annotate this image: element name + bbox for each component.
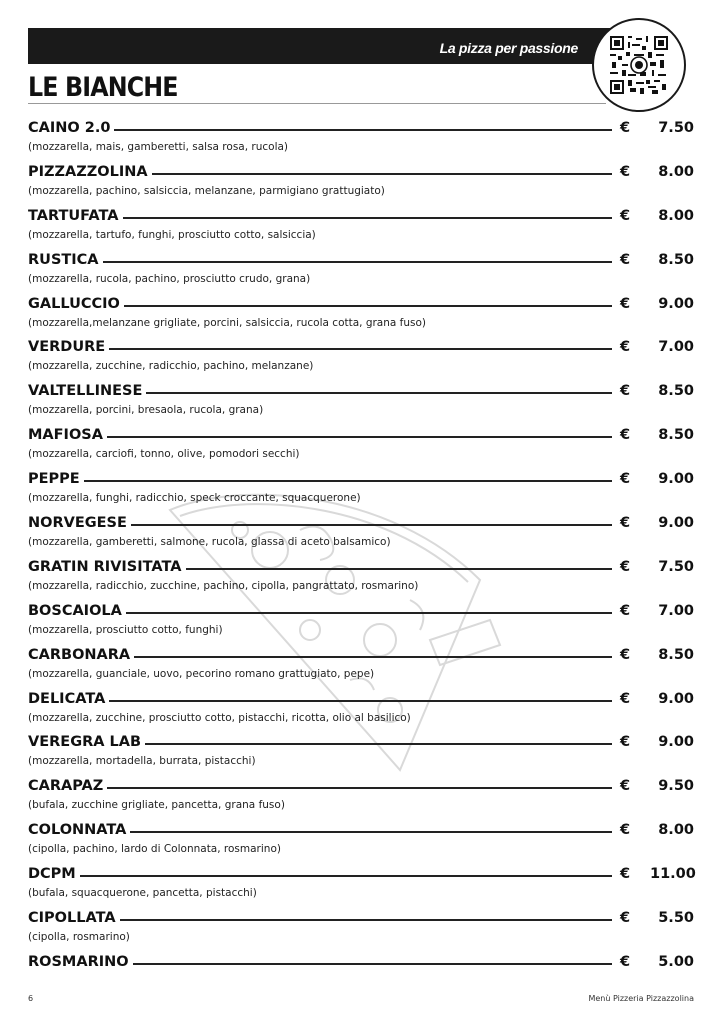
dotted-leader bbox=[186, 568, 613, 570]
menu-item-line bbox=[28, 910, 694, 930]
menu-item bbox=[28, 691, 694, 735]
item-name: ROSMARINO bbox=[28, 953, 129, 970]
item-price: 9.00 bbox=[658, 295, 694, 312]
item-price: 9.00 bbox=[658, 734, 694, 751]
item-price: 8.50 bbox=[658, 427, 694, 444]
item-description: (cipolla, pachino, lardo di Colonnata, rosmarino) bbox=[28, 843, 281, 856]
item-description: (mozzarella,melanzane grigliate, porcini, salsiccia, rucola cotta, grana fuso) bbox=[28, 316, 427, 329]
item-price: 7.50 bbox=[658, 558, 694, 575]
menu-item bbox=[28, 515, 694, 559]
item-description: (cipolla, rosmarino) bbox=[28, 931, 130, 944]
menu-item bbox=[28, 954, 694, 998]
dotted-leader bbox=[131, 524, 612, 526]
item-name: CAINO 2.0 bbox=[28, 120, 111, 136]
item-name: MAFIOSA bbox=[28, 427, 103, 444]
currency-symbol: € bbox=[620, 163, 631, 180]
item-description: (mozzarella, pachino, salsiccia, melanzane, parmigiano grattugiato) bbox=[28, 184, 385, 197]
menu-item-line bbox=[28, 778, 694, 798]
currency-symbol: € bbox=[620, 120, 631, 136]
dotted-leader bbox=[107, 787, 612, 789]
menu-item bbox=[28, 383, 694, 427]
dotted-leader bbox=[126, 612, 612, 614]
menu-item bbox=[28, 866, 694, 910]
menu-item-line bbox=[28, 252, 694, 272]
menu-item bbox=[28, 910, 694, 954]
item-name: DELICATA bbox=[28, 690, 106, 707]
menu-item-line bbox=[28, 866, 694, 886]
dotted-leader bbox=[146, 392, 612, 394]
item-name: PEPPE bbox=[28, 471, 80, 488]
menu-item-line bbox=[28, 691, 694, 711]
page-number: 6 bbox=[28, 994, 34, 1003]
item-price: 7.00 bbox=[658, 339, 694, 356]
currency-symbol: € bbox=[620, 339, 631, 356]
menu-item-line bbox=[28, 822, 694, 842]
menu-item-line bbox=[28, 954, 694, 974]
tagline: La pizza per passione bbox=[439, 40, 578, 56]
currency-symbol: € bbox=[620, 383, 631, 400]
item-price: 8.00 bbox=[658, 163, 694, 180]
item-price: 11.00 bbox=[650, 866, 696, 883]
item-name: CIPOLLATA bbox=[28, 910, 116, 927]
header-bar bbox=[28, 28, 612, 64]
currency-symbol: € bbox=[620, 734, 631, 751]
menu-list bbox=[28, 120, 694, 998]
item-price: 9.00 bbox=[658, 471, 694, 488]
item-name: NORVEGESE bbox=[28, 515, 127, 532]
dotted-leader bbox=[123, 217, 613, 219]
currency-symbol: € bbox=[620, 251, 631, 268]
dotted-leader bbox=[120, 919, 612, 921]
menu-item bbox=[28, 559, 694, 603]
item-price: 8.00 bbox=[658, 207, 694, 224]
menu-item-line bbox=[28, 471, 694, 491]
qr-code-icon[interactable] bbox=[610, 36, 668, 94]
item-description: (mozzarella, tartufo, funghi, prosciutto cotto, salsiccia) bbox=[28, 228, 316, 241]
currency-symbol: € bbox=[620, 646, 631, 663]
item-description: (bufala, squacquerone, pancetta, pistacchi) bbox=[28, 887, 257, 900]
item-name: GALLUCCIO bbox=[28, 295, 120, 312]
menu-item-line bbox=[28, 339, 694, 359]
menu-item bbox=[28, 339, 694, 383]
item-price: 9.00 bbox=[658, 690, 694, 707]
qr-badge bbox=[592, 18, 686, 112]
currency-symbol: € bbox=[620, 910, 631, 927]
menu-item-line bbox=[28, 296, 694, 316]
menu-item-line bbox=[28, 647, 694, 667]
menu-item-line bbox=[28, 515, 694, 535]
item-price: 9.50 bbox=[658, 778, 694, 795]
item-price: 5.50 bbox=[658, 910, 694, 927]
menu-item bbox=[28, 120, 694, 164]
currency-symbol: € bbox=[620, 602, 631, 619]
menu-item-line bbox=[28, 559, 694, 579]
item-name: PIZZAZZOLINA bbox=[28, 163, 148, 180]
currency-symbol: € bbox=[620, 295, 631, 312]
item-price: 7.00 bbox=[658, 602, 694, 619]
item-name: RUSTICA bbox=[28, 251, 99, 268]
item-description: (mozzarella, mais, gamberetti, salsa rosa, rucola) bbox=[28, 141, 289, 153]
item-description: (mozzarella, prosciutto cotto, funghi) bbox=[28, 623, 223, 636]
item-price: 8.50 bbox=[658, 646, 694, 663]
item-description: (mozzarella, guanciale, uovo, pecorino romano grattugiato, pepe) bbox=[28, 667, 375, 680]
item-name: CARAPAZ bbox=[28, 778, 104, 795]
item-name: GRATIN RIVISITATA bbox=[28, 558, 182, 575]
item-name: COLONNATA bbox=[28, 822, 127, 839]
menu-item bbox=[28, 471, 694, 515]
item-name: VERDURE bbox=[28, 339, 106, 356]
dotted-leader bbox=[145, 743, 612, 745]
item-name: VEREGRA LAB bbox=[28, 734, 142, 751]
item-description: (mozzarella, mortadella, burrata, pistacchi) bbox=[28, 755, 256, 768]
dotted-leader bbox=[133, 963, 612, 965]
menu-item bbox=[28, 427, 694, 471]
menu-item-line bbox=[28, 208, 694, 228]
dotted-leader bbox=[152, 173, 612, 175]
section-title: LE BIANCHE bbox=[28, 72, 178, 103]
dotted-leader bbox=[134, 656, 612, 658]
dotted-leader bbox=[109, 700, 612, 702]
currency-symbol: € bbox=[620, 427, 631, 444]
menu-item bbox=[28, 778, 694, 822]
currency-symbol: € bbox=[620, 778, 631, 795]
menu-item-line bbox=[28, 734, 694, 754]
item-price: 8.50 bbox=[658, 383, 694, 400]
menu-item-line bbox=[28, 120, 694, 140]
currency-symbol: € bbox=[620, 690, 631, 707]
menu-item bbox=[28, 296, 694, 340]
item-description: (bufala, zucchine grigliate, pancetta, grana fuso) bbox=[28, 799, 285, 812]
currency-symbol: € bbox=[620, 558, 631, 575]
item-price: 5.00 bbox=[658, 953, 694, 970]
item-price: 9.00 bbox=[658, 515, 694, 532]
currency-symbol: € bbox=[620, 207, 631, 224]
item-description: (mozzarella, carciofi, tonno, olive, pomodori secchi) bbox=[28, 448, 300, 461]
item-name: BOSCAIOLA bbox=[28, 602, 122, 619]
dotted-leader bbox=[103, 261, 612, 263]
item-description: (mozzarella, rucola, pachino, prosciutto crudo, grana) bbox=[28, 272, 311, 285]
item-price: 8.50 bbox=[658, 251, 694, 268]
menu-item bbox=[28, 734, 694, 778]
item-description: (mozzarella, zucchine, prosciutto cotto, pistacchi, ricotta, olio al basilico) bbox=[28, 711, 411, 724]
menu-item-line bbox=[28, 427, 694, 447]
menu-item bbox=[28, 822, 694, 866]
menu-item-line bbox=[28, 164, 694, 184]
currency-symbol: € bbox=[620, 471, 631, 488]
item-price: 7.50 bbox=[658, 120, 694, 136]
menu-item-line bbox=[28, 383, 694, 403]
menu-item-line bbox=[28, 603, 694, 623]
currency-symbol: € bbox=[620, 953, 631, 970]
item-name: DCPM bbox=[28, 866, 76, 883]
item-description: (mozzarella, radicchio, zucchine, pachino, cipolla, pangrattato, rosmarino) bbox=[28, 579, 419, 592]
footer-label: Menù Pizzeria Pizzazzolina bbox=[588, 994, 694, 1003]
item-description: (mozzarella, funghi, radicchio, speck croccante, squacquerone) bbox=[28, 492, 361, 505]
menu-item bbox=[28, 603, 694, 647]
dotted-leader bbox=[84, 480, 612, 482]
menu-item bbox=[28, 164, 694, 208]
dotted-leader bbox=[114, 129, 612, 131]
dotted-leader bbox=[80, 875, 612, 877]
dotted-leader bbox=[130, 831, 612, 833]
dotted-leader bbox=[107, 436, 612, 438]
dotted-leader bbox=[124, 305, 612, 307]
item-description: (mozzarella, porcini, bresaola, rucola, grana) bbox=[28, 404, 264, 417]
currency-symbol: € bbox=[620, 515, 631, 532]
dotted-leader bbox=[109, 348, 612, 350]
currency-symbol: € bbox=[620, 866, 631, 883]
menu-item bbox=[28, 252, 694, 296]
item-name: VALTELLINESE bbox=[28, 383, 143, 400]
item-name: TARTUFATA bbox=[28, 207, 119, 224]
currency-symbol: € bbox=[620, 822, 631, 839]
item-description: (mozzarella, zucchine, radicchio, pachino, melanzane) bbox=[28, 360, 314, 373]
menu-item bbox=[28, 208, 694, 252]
menu-item bbox=[28, 647, 694, 691]
item-description: (mozzarella, gamberetti, salmone, rucola, glassa di aceto balsamico) bbox=[28, 536, 391, 549]
title-divider bbox=[28, 103, 606, 104]
item-price: 8.00 bbox=[658, 822, 694, 839]
item-name: CARBONARA bbox=[28, 646, 131, 663]
